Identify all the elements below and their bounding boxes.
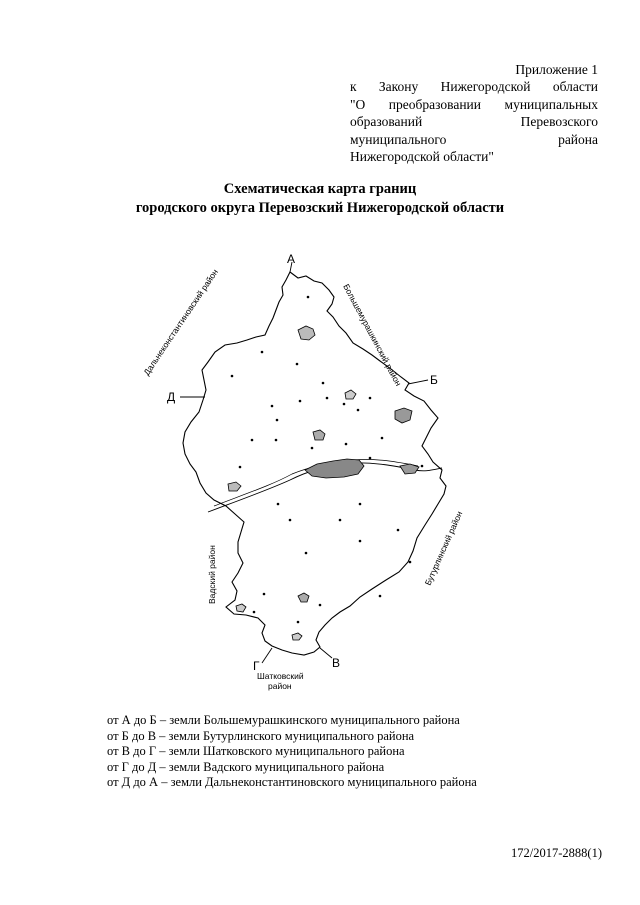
appendix-block [350,61,598,165]
village-dot [343,403,346,406]
village-dot [299,400,302,403]
village-dot [289,519,292,522]
legend-item: от А до Б – земли Большемурашкинского муниципального района [107,713,460,727]
village-dot [381,437,384,440]
village-dot [261,351,264,354]
village-dot [421,465,424,468]
settlement-blob [313,430,325,440]
village-dot [307,296,310,299]
point-a-label: А [287,252,296,266]
appendix-line: Приложение 1 [515,62,598,77]
point-d-label: Д [167,390,176,404]
settlement-blob [298,326,315,340]
village-dot [322,382,325,385]
appendix-line: к Закону Нижегородской области [350,79,598,95]
village-dot [357,409,360,412]
point-b-label: Б [430,373,438,387]
settlement-blob [236,604,246,612]
village-dot [339,519,342,522]
district-shatkovsky-2: район [268,681,292,691]
settlement-blob [298,593,309,602]
village-dot [275,439,278,442]
point-markers [180,262,428,663]
village-dot [305,552,308,555]
village-dot [296,363,299,366]
point-v-label: В [332,656,341,670]
legend-item: от Г до Д – земли Вадского муниципального района [107,759,385,774]
village-dot [369,457,372,460]
village-dot [397,529,400,532]
appendix-line: муниципального района [350,131,598,147]
village-dots [231,296,424,624]
document-number: 172/2017-2888(1) [511,846,602,860]
district-bolshemurashkinsky: Большемурашкинский район [341,282,404,388]
legend [107,713,477,791]
marker-line-b [408,380,428,384]
village-dot [263,593,266,596]
village-dot [369,397,372,400]
village-dot [345,443,348,446]
village-dot [251,439,254,442]
page-title: Схематическая карта границ [223,181,417,197]
village-dot [409,561,412,564]
district-dalnekonstantinovsky: Дальнеконстантиновский район [141,267,221,378]
village-dot [311,447,314,450]
village-dot [239,466,242,469]
appendix-line: "О преобразовании муниципальных [350,96,598,112]
village-dot [271,405,274,408]
point-g-label: Г [253,659,260,673]
village-dot [277,503,280,506]
village-dot [326,397,329,400]
settlement-blob [292,633,302,640]
page-subtitle: городского округа Перевозский Нижегородской области [135,200,505,216]
district-buturlinsky: Бутурлинский район [422,509,465,587]
legend-item: от Д до А – земли Дальнеконстантиновского муниципального района [107,775,477,790]
district-shatkovsky: Шатковский [257,671,304,681]
village-dot [359,503,362,506]
boundary-map [140,250,490,700]
marker-line-g [262,648,272,663]
city-perevoz [305,459,364,478]
settlement-blob [228,482,241,491]
legend-item: от Б до В – земли Бутурлинского муниципального района [107,728,415,743]
settlement-blob [345,390,356,399]
village-dot [253,611,256,614]
village-dot [359,540,362,543]
village-dot [319,604,322,607]
village-dot [231,375,234,378]
appendix-line: Нижегородской области" [350,149,494,165]
legend-item: от В до Г – земли Шатковского муниципального района [107,744,405,759]
village-dot [297,621,300,624]
village-dot [276,419,279,422]
settlement-blob [395,408,412,423]
marker-line-v [320,648,332,658]
village-dot [379,595,382,598]
district-vadsky: Вадский район [207,545,217,604]
appendix-line: образований Перевозского [350,114,598,130]
